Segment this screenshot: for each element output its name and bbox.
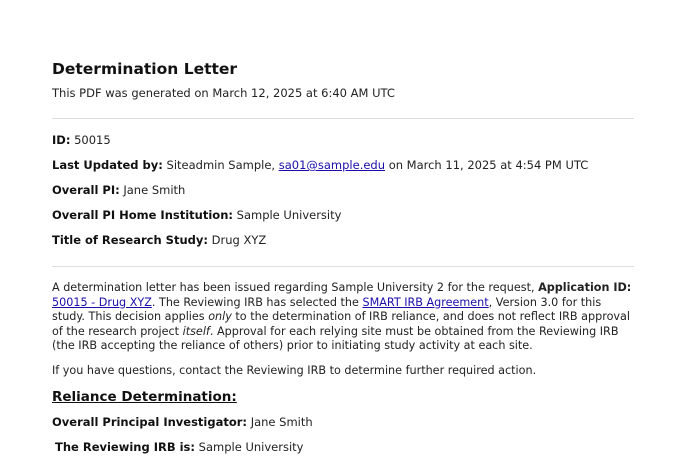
p1-text-d: to the determination of IRB reliance, and does not reflect IRB approval of the research project bbox=[52, 310, 631, 338]
p1-text-b: . The Reviewing IRB has selected the bbox=[151, 295, 359, 309]
last-updated-label: Last Updated by: bbox=[52, 158, 163, 172]
field-home-institution bbox=[52, 208, 634, 223]
id-value: 50015 bbox=[74, 133, 111, 147]
only-emphasis: only bbox=[208, 310, 232, 324]
reviewing-irb-value: Sample University bbox=[198, 439, 304, 454]
overall-pi-label: Overall PI: bbox=[52, 183, 120, 197]
study-title-value: Drug XYZ bbox=[211, 233, 267, 247]
last-updated-name: Siteadmin Sample, bbox=[166, 158, 276, 172]
field-overall-principal-investigator bbox=[52, 415, 634, 430]
itself-emphasis: itself bbox=[182, 324, 210, 338]
divider-middle bbox=[52, 266, 634, 267]
reviewing-irb-label: The Reviewing IRB is: bbox=[55, 439, 196, 454]
study-title-label: Title of Research Study: bbox=[52, 233, 208, 247]
field-id bbox=[52, 133, 634, 148]
opi-value: Jane Smith bbox=[250, 414, 313, 429]
p1-text-e: . Approval for each relying site must be obtained from the Reviewing IRB (the IRB accepting the reliance of others) prior to initiating study activity at each site. bbox=[52, 324, 619, 353]
field-overall-pi bbox=[52, 183, 634, 198]
id-label: ID: bbox=[52, 133, 71, 147]
email-link[interactable]: sa01@sample.edu bbox=[278, 158, 386, 172]
letter-content bbox=[52, 60, 634, 465]
divider-top bbox=[52, 118, 634, 119]
p1-text-c: , Version 3.0 for this study. This decision applies bbox=[52, 295, 602, 324]
questions-paragraph: If you have questions, contact the Reviewing IRB to determine further required action. bbox=[52, 363, 537, 377]
reliance-heading: Reliance Determination: bbox=[52, 388, 237, 405]
determination-paragraph bbox=[52, 281, 634, 354]
overall-pi-value: Jane Smith bbox=[123, 183, 186, 197]
field-last-updated bbox=[52, 158, 634, 173]
last-updated-date: on March 11, 2025 at 4:54 PM UTC bbox=[388, 158, 589, 172]
application-link[interactable]: 50015 - Drug XYZ bbox=[52, 295, 152, 309]
field-study-title bbox=[52, 233, 634, 248]
home-institution-value: Sample University bbox=[236, 208, 342, 222]
page-title: Determination Letter bbox=[52, 60, 238, 78]
application-id-label: Application ID: bbox=[538, 281, 632, 294]
field-reviewing-irb bbox=[52, 440, 634, 455]
opi-label: Overall Principal Investigator: bbox=[52, 414, 248, 429]
generated-note: This PDF was generated on March 12, 2025 at 6:40 AM UTC bbox=[52, 86, 395, 100]
p1-text-a: A determination letter has been issued regarding Sample University 2 for the request, bbox=[52, 281, 535, 294]
agreement-link[interactable]: SMART IRB Agreement bbox=[362, 295, 489, 309]
home-institution-label: Overall PI Home Institution: bbox=[52, 208, 233, 222]
